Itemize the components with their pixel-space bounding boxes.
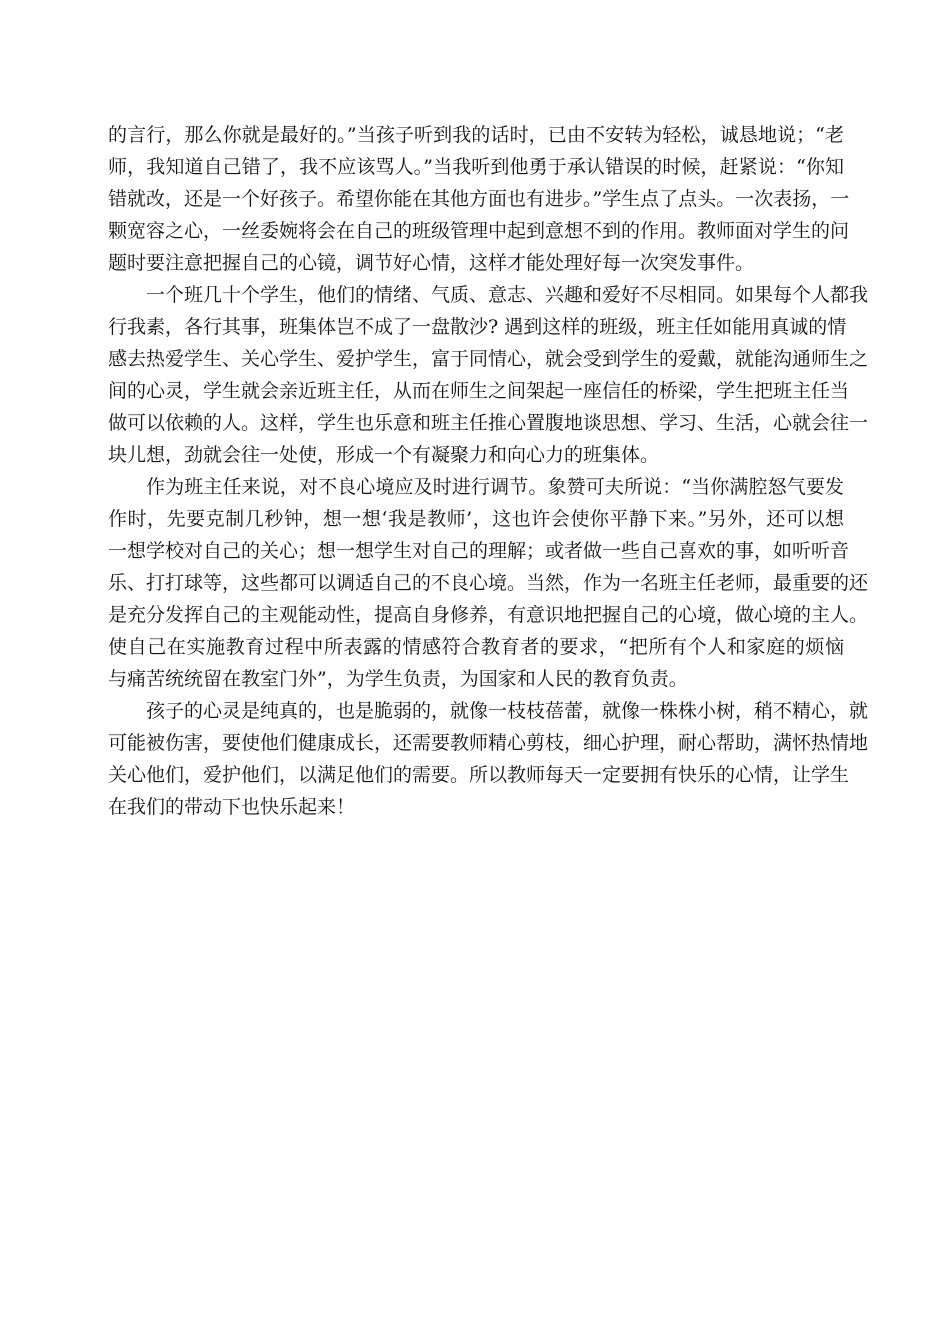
paragraph-3 (108, 471, 869, 695)
text-line: 间的心灵，学生就会亲近班主任，从而在师生之间架起一座信任的桥梁，学生把班主任当 (108, 380, 850, 402)
paragraph-4 (108, 695, 869, 823)
text-line: 关心他们，爱护他们，以满足他们的需要。所以教师每天一定要拥有快乐的心情，让学生 (108, 764, 850, 786)
text-line: 一个班几十个学生，他们的情绪、气质、意志、兴趣和爱好不尽相同。如果每个人都我 (146, 284, 869, 306)
text-line: 做可以依赖的人。这样，学生也乐意和班主任推心置腹地谈思想、学习、生活，心就会往一 (108, 412, 869, 434)
paragraph-2 (108, 279, 869, 471)
text-line: 使自己在实施教育过程中所表露的情感符合教育者的要求，“把所有个人和家庭的烦恼 (108, 636, 844, 658)
text-line: 错就改，还是一个好孩子。希望你能在其他方面也有进步。”学生点了点头。一次表扬，一 (108, 188, 850, 210)
text-line: 颗宽容之心，一丝委婉将会在自己的班级管理中起到意想不到的作用。教师面对学生的问 (108, 220, 850, 242)
text-line: 一想学校对自己的关心；想一想学生对自己的理解；或者做一些自己喜欢的事，如听听音 (108, 540, 850, 562)
text-line: 作时，先要克制几秒钟，想一想‘我是教师’，这也许会使你平静下来。”另外，还可以想 (108, 508, 844, 530)
text-line: 是充分发挥自己的主观能动性，提高自身修养，有意识地把握自己的心境，做心境的主人。 (108, 604, 869, 626)
text-line: 可能被伤害，要使他们健康成长，还需要教师精心剪枝，细心护理，耐心帮助，满怀热情地 (108, 732, 869, 754)
text-line: 行我素，各行其事，班集体岂不成了一盘散沙? 遇到这样的班级，班主任如能用真诚的情 (108, 316, 847, 338)
document-page (108, 119, 869, 823)
text-line: 作为班主任来说，对不良心境应及时进行调节。象赞可夫所说：“当你满腔怒气要发 (146, 476, 844, 498)
text-line: 题时要注意把握自己的心镜，调节好心情，这样才能处理好每一次突发事件。 (108, 252, 755, 274)
text-line: 的言行，那么你就是最好的。”当孩子听到我的话时，已由不安转为轻松，诚恳地说；“老 (108, 124, 844, 146)
text-line: 在我们的带动下也快乐起来！ (108, 796, 356, 818)
paragraph-1 (108, 119, 850, 279)
text-line: 与痛苦统统留在教室门外”，为学生负责，为国家和人民的教育负责。 (108, 668, 688, 690)
text-line: 师，我知道自己错了，我不应该骂人。”当我听到他勇于承认错误的时候，赶紧说：“你知 (108, 156, 844, 178)
text-line: 孩子的心灵是纯真的，也是脆弱的，就像一枝枝蓓蕾，就像一株株小树，稍不精心，就 (146, 700, 869, 722)
text-line: 块儿想，劲就会往一处使，形成一个有凝聚力和向心力的班集体。 (108, 444, 660, 466)
text-line: 乐、打打球等，这些都可以调适自己的不良心境。当然，作为一名班主任老师，最重要的还 (108, 572, 869, 594)
text-line: 感去热爱学生、关心学生、爱护学生，富于同情心，就会受到学生的爱戴，就能沟通师生之 (108, 348, 869, 370)
